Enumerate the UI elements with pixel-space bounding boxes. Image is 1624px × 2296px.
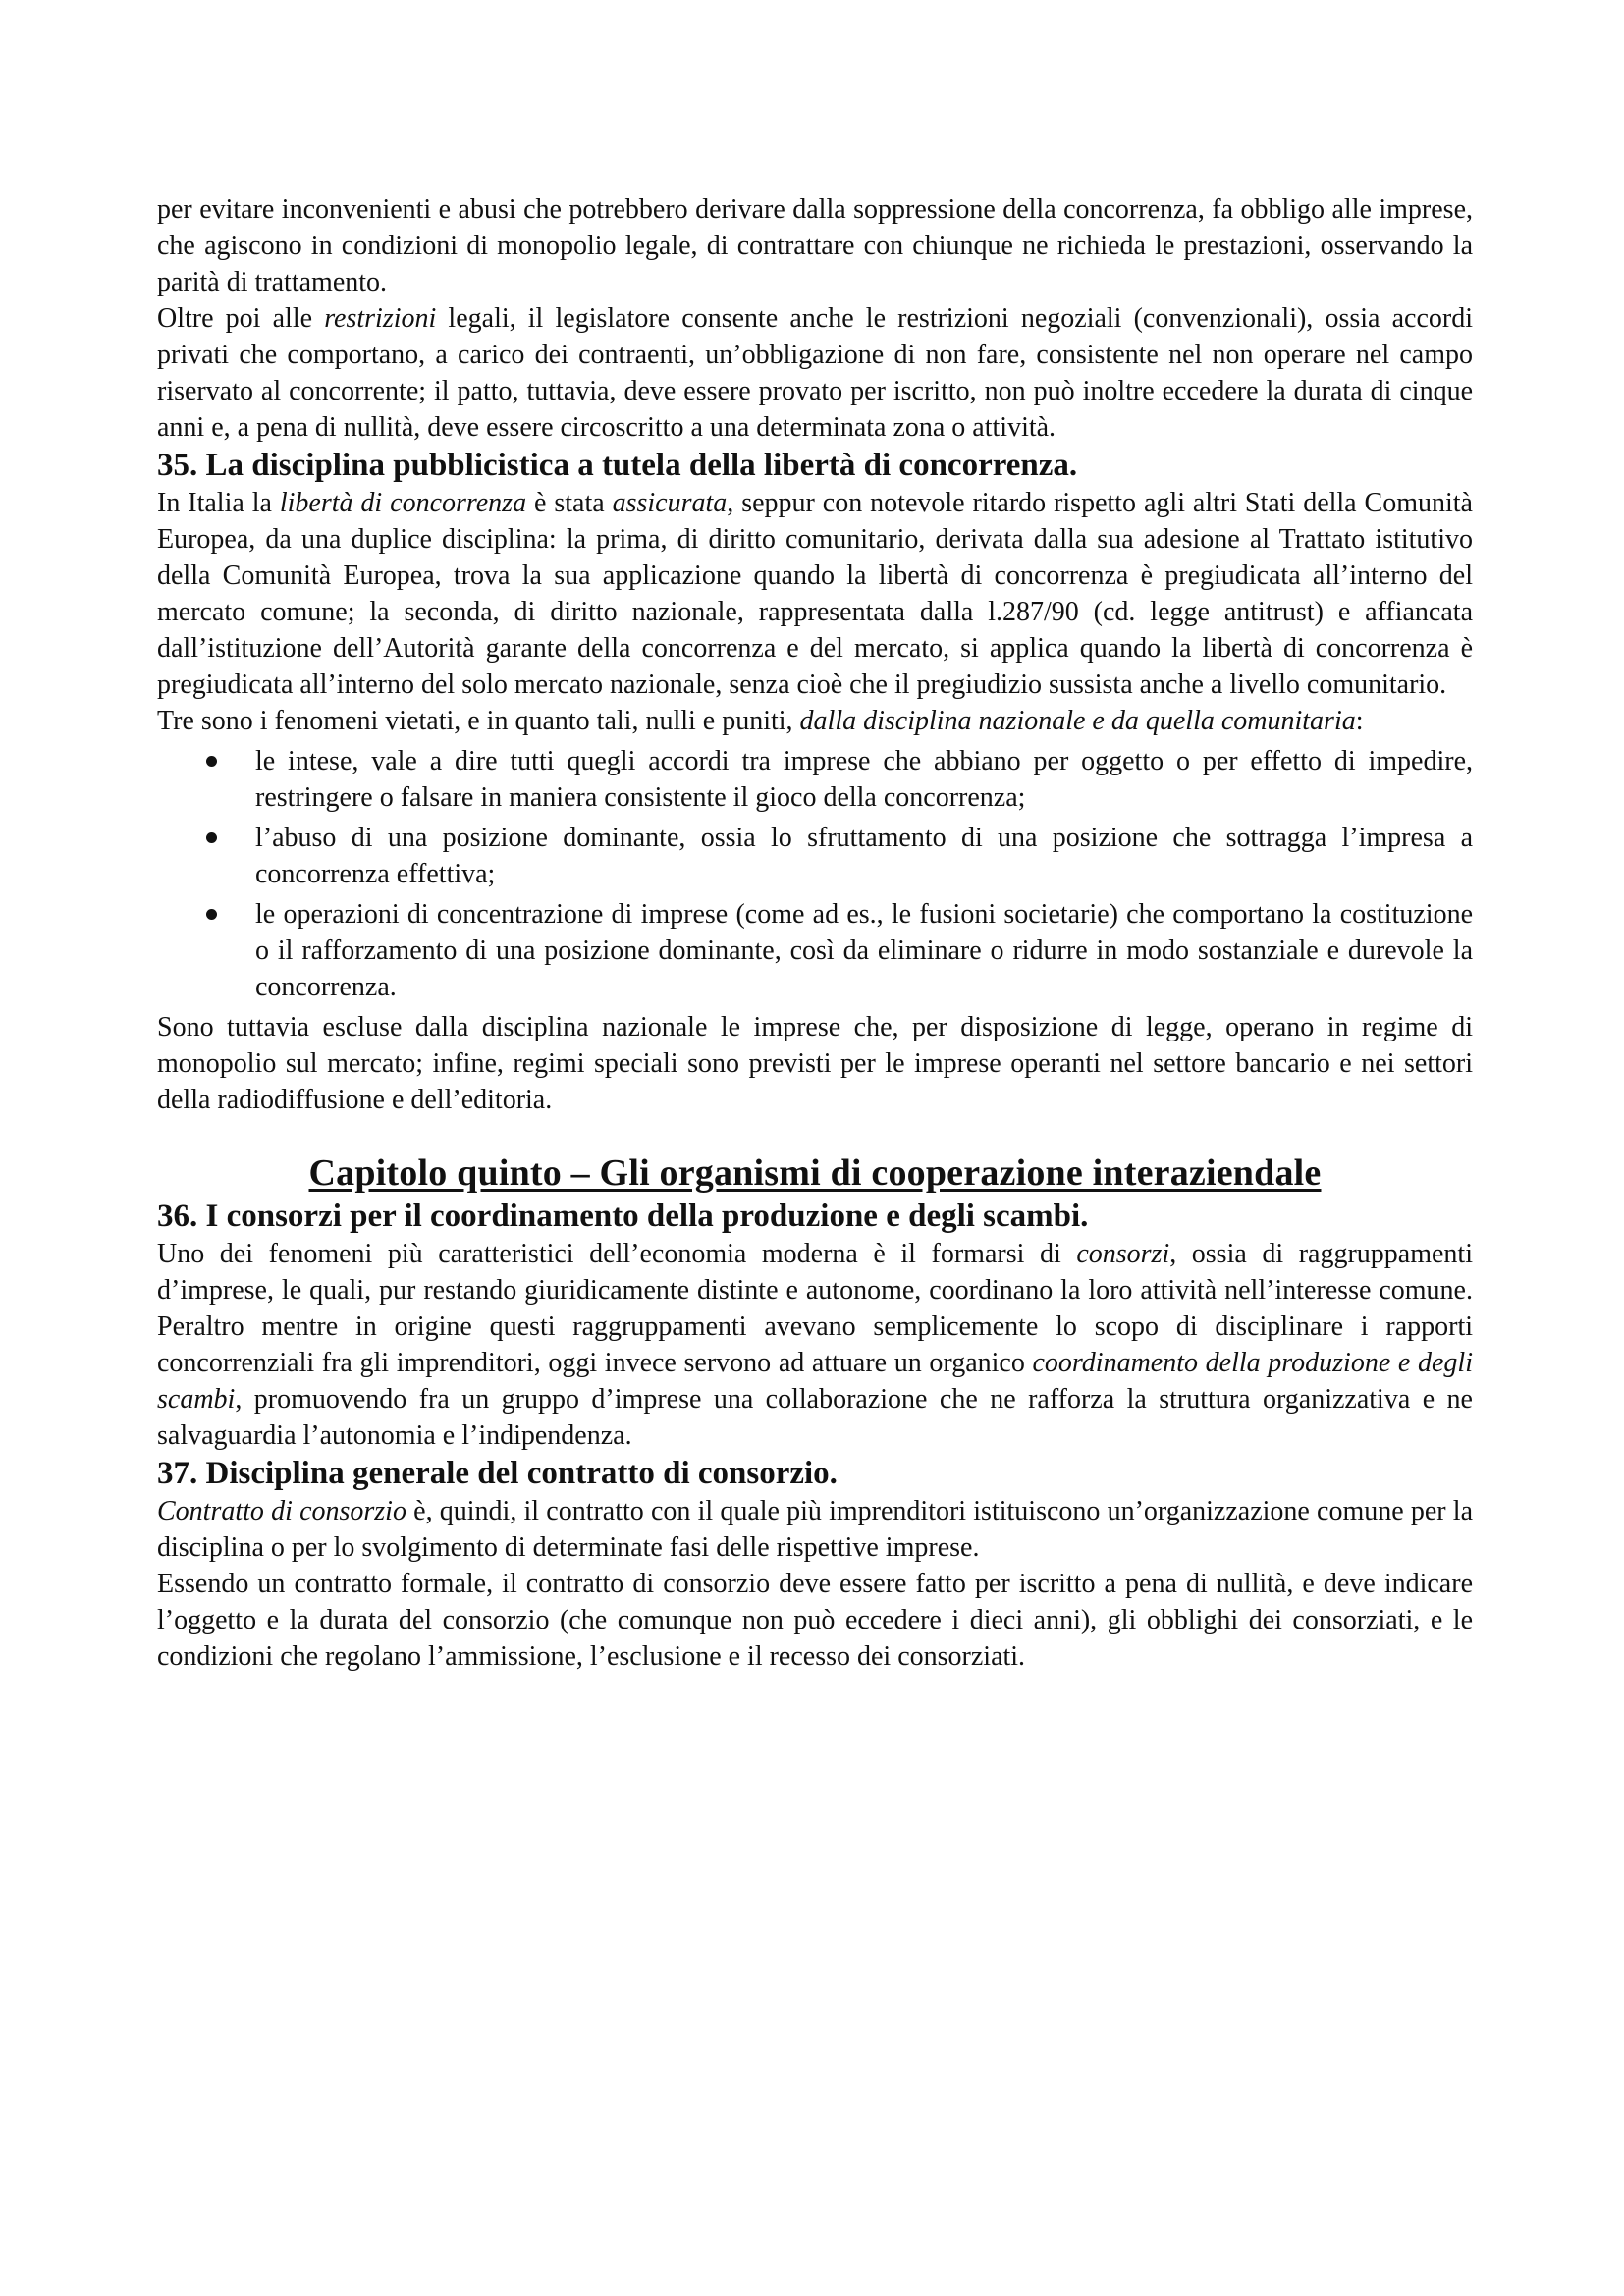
italic-term: consorzi xyxy=(1076,1239,1170,1269)
list-item-text: le operazioni di concentrazione di imprese (come ad es., le fusioni societarie) che comportano la costituzione o il rafforzamento di una posizione dominante, così da eliminare o ridurre in modo sostanziale e durevole la concorrenza. xyxy=(255,899,1473,1002)
text-span: , seppur con notevole ritardo rispetto agli altri Stati della Comunità Europea, da una duplice disciplina: la prima, di diritto comunitario, derivata dalla sua adesione al Trattato istitutivo della Comunità Europea, trova la sua applicazione quando la libertà di concorrenza è pregiudicata all’interno del mercato comune; la seconda, di diritto nazionale, rappresentata dalla l.287/90 (cd. legge antitrust) e affiancata dall’istituzione dell’Autorità garante della concorrenza e del mercato, si applica quando la libertà di concorrenza è pregiudicata all’interno del solo mercato nazionale, senza cioè che il pregiudizio sussista anche a livello comunitario. xyxy=(157,488,1480,700)
text-span: , ossia di raggruppamenti d’imprese, le quali, pur restando giuridicamente distinte e autonome, coordinano la loro attività nell’interesse comune. Peraltro mentre in origine questi raggruppamenti avevano semplicemente lo scopo di disciplinare i rapporti concorrenziali fra gli imprenditori, oggi invece servono ad attuare un organico xyxy=(157,1239,1480,1378)
text-span: legali, il legislatore consente anche le restrizioni negoziali (convenzionali), ossia accordi privati che comportano, a carico dei contraenti, un’obbligazione di non fare, consistente nel non operare nel campo riservato al concorrente; il patto, tuttavia, deve essere provato per iscritto, non può inoltre eccedere la durata di cinque anni e, a pena di nullità, deve essere circoscritto a una determinata zona o attività. xyxy=(157,303,1480,443)
paragraph-formal-contract xyxy=(157,1566,1473,1675)
text-span: per evitare inconvenienti e abusi che potrebbero derivare dalla soppressione della concorrenza, fa obbligo alle imprese, che agiscono in condizioni di monopolio legale, di contrattare con chiunque ne richieda le prestazioni, osservando la parità di trattamento. xyxy=(157,194,1473,297)
italic-term: libertà di concorrenza xyxy=(279,488,527,518)
bullet-list xyxy=(157,743,1473,1005)
list-item xyxy=(157,743,1473,816)
text-span: Tre sono i fenomeni vietati, e in quanto tali, nulli e puniti, xyxy=(157,706,800,736)
italic-term: coordinamento della produzione e degli scambi xyxy=(157,1348,1473,1415)
paragraph-prohibited-phenomena xyxy=(157,703,1473,739)
text-span: Uno dei fenomeni più caratteristici dell’economia moderna è il formarsi di xyxy=(157,1239,1077,1269)
paragraph-competition-discipline xyxy=(157,485,1480,703)
section-heading-36: 36. I consorzi per il coordinamento della produzione e degli scambi. xyxy=(157,1199,1089,1234)
list-item-text: l’abuso di una posizione dominante, ossia lo sfruttamento di una posizione che sottragga l’impresa a concorrenza effettiva; xyxy=(255,823,1473,889)
paragraph-monopoly-obligation xyxy=(157,191,1473,300)
text-span: Oltre poi alle xyxy=(157,303,325,334)
section-heading-35: 35. La disciplina pubblicistica a tutela della libertà di concorrenza. xyxy=(157,448,1078,483)
text-span: è stata xyxy=(526,488,613,518)
text-span: In Italia la xyxy=(157,488,280,518)
list-item xyxy=(157,820,1473,892)
chapter-title: Capitolo quinto – Gli organismi di cooperazione interaziendale xyxy=(308,1152,1322,1194)
paragraph-consortia xyxy=(157,1236,1480,1454)
bullet-icon xyxy=(206,756,217,767)
list-item xyxy=(157,896,1473,1005)
text-span: , promuovendo fra un gruppo d’imprese una collaborazione che ne rafforza la struttura organizzativa e ne salvaguardia l’autonomia e l’indipendenza. xyxy=(157,1384,1480,1451)
bullet-icon xyxy=(206,832,217,843)
italic-term: dalla disciplina nazionale e da quella comunitaria xyxy=(799,706,1356,736)
text-span: : xyxy=(1355,706,1364,736)
list-item-text: le intese, vale a dire tutti quegli accordi tra imprese che abbiano per oggetto o per effetto di impedire, restringere o falsare in maniera consistente il gioco della concorrenza; xyxy=(255,746,1473,813)
bullet-icon xyxy=(206,909,217,920)
section-heading-37: 37. Disciplina generale del contratto di consorzio. xyxy=(157,1456,838,1491)
paragraph-consortium-contract xyxy=(157,1493,1480,1566)
text-span: Sono tuttavia escluse dalla disciplina nazionale le imprese che, per disposizione di legge, operano in regime di monopolio sul mercato; infine, regimi speciali sono previsti per le imprese operanti nel settore bancario e nei settori della radiodiffusione e dell’editoria. xyxy=(157,1012,1473,1115)
italic-term: restrizioni xyxy=(324,303,437,334)
italic-term: Contratto di consorzio xyxy=(157,1496,406,1526)
document-page xyxy=(157,191,1480,1675)
text-span: Essendo un contratto formale, il contratto di consorzio deve essere fatto per iscritto a pena di nullità, e deve indicare l’oggetto e la durata del consorzio (che comunque non può eccedere i dieci anni), gli obblighi dei consorziati, e le condizioni che regolano l’ammissione, l’esclusione e il recesso dei consorziati. xyxy=(157,1569,1473,1672)
text-span: è, quindi, il contratto con il quale più imprenditori istituiscono un’organizzazione comune per la disciplina o per lo svolgimento di determinate fasi delle rispettive imprese. xyxy=(157,1496,1480,1563)
paragraph-exclusions xyxy=(157,1009,1473,1118)
italic-term: assicurata xyxy=(612,488,728,518)
paragraph-negotiated-restrictions xyxy=(157,300,1480,446)
